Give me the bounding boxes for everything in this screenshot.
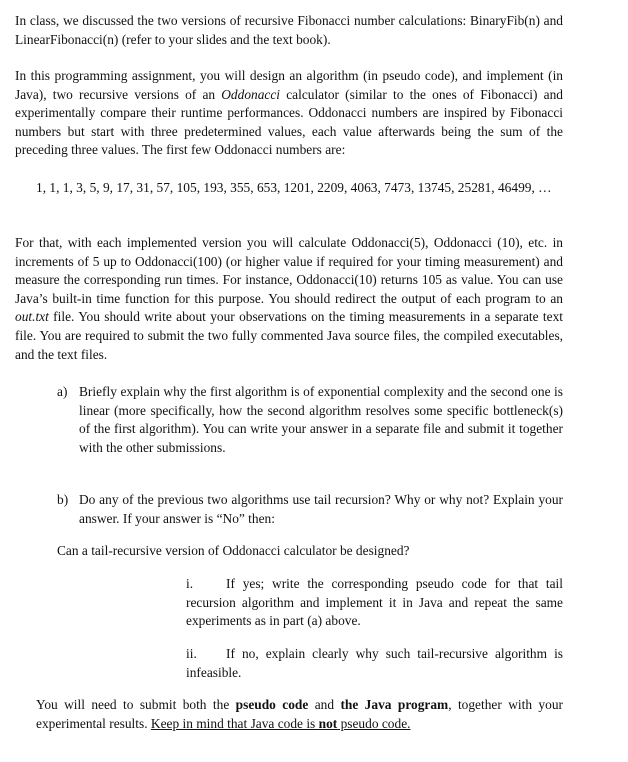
sub-item-ii-label: ii. — [186, 646, 197, 661]
intro-paragraph: In class, we discussed the two versions of recursive Fibonacci number calculations: BinaryFib(n) and LinearFibonacci(n) (refer to your slides and the text book). — [15, 13, 563, 47]
question-a-text: Briefly explain why the first algorithm is of exponential complexity and the second one is linear (more specifically, how the second algorithm resolves some specific bottleneck(s) of the first algorithm). You can write your answer in a separate file and submit it together with the other submissions. — [79, 384, 563, 455]
assignment-paragraph: In this programming assignment, you will design an algorithm (in pseudo code), and implement (in Java), two recursive versions of an Oddonacci calculator (similar to the ones of Fibonacci) and experimentally compare their runtime performances. Oddonacci numbers are inspired by Fibonacci numbers but start with three predetermined values, each value afterwards being the sum of the preceding three values. The first few Oddonacci numbers are: — [15, 68, 563, 158]
sub-item-i-label: i. — [186, 576, 194, 591]
question-b-label: b) — [57, 492, 69, 507]
closing-warning: Keep in mind that Java code is not pseudo code. — [150, 715, 411, 731]
closing-paragraph: You will need to submit both the pseudo code and the Java program, together with your experimental results. Keep in mind that Java code is not pseudo code. — [36, 697, 563, 731]
sub-item-ii-text: If no, explain clearly why such tail-recursive algorithm is infeasible. — [186, 646, 563, 680]
java-program-emphasis: the Java program — [340, 697, 449, 712]
oddonacci-sequence: 1, 1, 1, 3, 5, 9, 17, 31, 57, 105, 193, 355, 653, 1201, 2209, 4063, 7473, 13745, 25281, 46499, … — [36, 180, 552, 195]
question-a-label: a) — [57, 384, 68, 399]
pseudo-code-emphasis: pseudo code — [235, 697, 309, 712]
instructions-paragraph: For that, with each implemented version you will calculate Oddonacci(5), Oddonacci (10), etc. in increments of 5 up to Oddonacci(100) (or higher value if required for your timing measurement) and measure the corresponding run times. For instance, Oddonacci(10) returns 105 as value. You can use Java’s built-in time function for this purpose. You should redirect the output of each program to an out.txt file. You should write about your observations on the timing measurements in a separate text file. You are required to submit the two fully commented Java source files, the compiled executables, and the text files. — [15, 235, 563, 362]
oddonacci-emphasis: Oddonacci — [221, 86, 281, 102]
out-txt-filename: out.txt — [15, 309, 49, 325]
question-b-text: Do any of the previous two algorithms use tail recursion? Why or why not? Explain your answer. If your answer is “No” then: — [79, 492, 563, 526]
tail-recursion-question: Can a tail-recursive version of Oddonacci calculator be designed? — [57, 543, 410, 558]
sub-item-i-text: If yes; write the corresponding pseudo code for that tail recursion algorithm and implement it in Java and repeat the same experiments as in part (a) above. — [186, 576, 563, 629]
